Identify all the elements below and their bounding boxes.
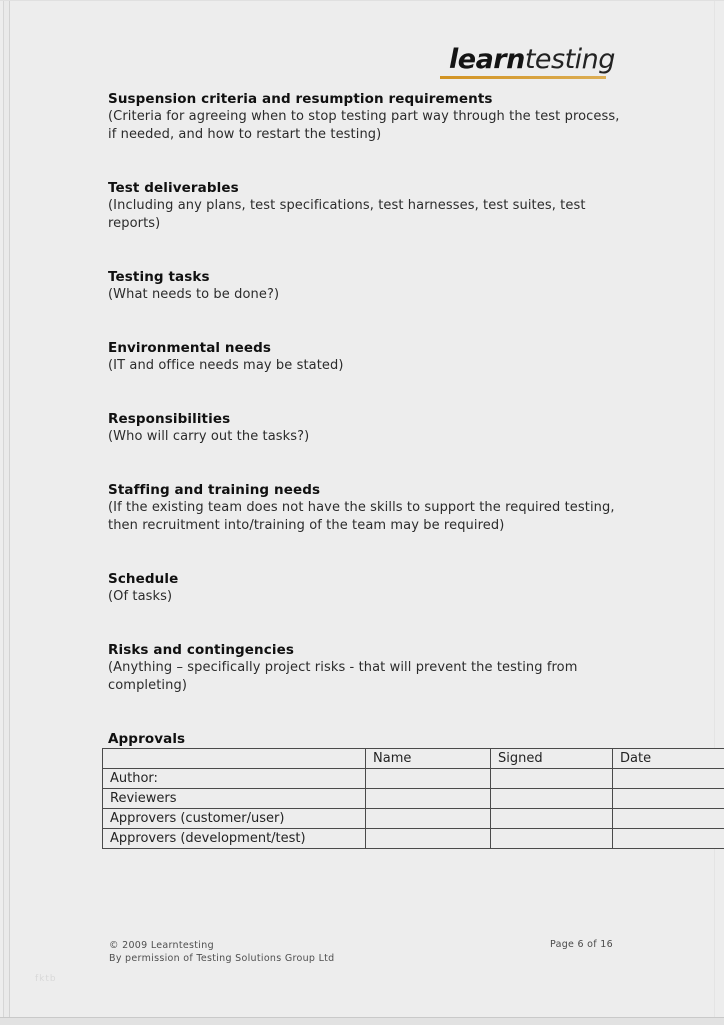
section-description: (IT and office needs may be stated) [108, 357, 632, 375]
page-right-edge [714, 1, 715, 1025]
section-schedule [108, 570, 632, 606]
section-description: (Criteria for agreeing when to stop testing part way through the test process, if needed, and how to restart the testing) [108, 108, 632, 144]
table-row-approvers-customer [103, 809, 724, 829]
cell-signed [491, 769, 613, 789]
section-risks-contingencies [108, 641, 632, 695]
permission-line: By permission of Testing Solutions Group Ltd [109, 952, 335, 965]
table-row-approvers-development [103, 829, 724, 849]
section-title: Environmental needs [108, 339, 632, 357]
logo-text-regular: testing [525, 44, 615, 75]
section-description: (Of tasks) [108, 588, 632, 606]
logo-text-bold: learn [449, 44, 525, 75]
approvals-table [102, 748, 724, 849]
logo-mark-icon [439, 45, 446, 72]
cell-signed [491, 829, 613, 849]
section-responsibilities [108, 410, 632, 446]
section-test-deliverables [108, 179, 632, 233]
table-row-author [103, 769, 724, 789]
cell-date [613, 829, 724, 849]
row-label: Approvers (customer/user) [103, 809, 366, 829]
document-content [108, 90, 632, 849]
section-description: (Anything – specifically project risks - that will prevent the testing from completing) [108, 659, 632, 695]
section-title: Test deliverables [108, 179, 632, 197]
section-description: (Who will carry out the tasks?) [108, 428, 632, 446]
section-environmental-needs [108, 339, 632, 375]
table-header-row [103, 749, 724, 769]
section-staffing-training [108, 481, 632, 535]
cell-name [366, 829, 491, 849]
logo-text [449, 45, 615, 74]
section-title: Schedule [108, 570, 632, 588]
cell-signed [491, 809, 613, 829]
section-description: (If the existing team does not have the skills to support the required testing, then recruitment into/training of the team may be required) [108, 499, 632, 535]
header-cell-name: Name [366, 749, 491, 769]
header-cell-blank [103, 749, 366, 769]
section-title: Approvals [108, 730, 632, 748]
section-approvals [108, 730, 632, 849]
header-cell-signed: Signed [491, 749, 613, 769]
cell-date [613, 769, 724, 789]
cell-date [613, 789, 724, 809]
section-title: Risks and contingencies [108, 641, 632, 659]
copyright-line: © 2009 Learntesting [109, 939, 335, 952]
section-description: (Including any plans, test specifications, test harnesses, test suites, test reports) [108, 197, 632, 233]
footer-copyright-block [109, 939, 335, 965]
section-title: Testing tasks [108, 268, 632, 286]
page-left-edge [3, 1, 10, 1025]
watermark-text: fktb [35, 974, 57, 984]
section-testing-tasks [108, 268, 632, 304]
cell-name [366, 789, 491, 809]
row-label: Approvers (development/test) [103, 829, 366, 849]
cell-signed [491, 789, 613, 809]
header-cell-date: Date [613, 749, 724, 769]
learntesting-logo [438, 45, 608, 79]
logo-underline [440, 76, 606, 79]
row-label: Reviewers [103, 789, 366, 809]
cell-name [366, 809, 491, 829]
page-number: Page 6 of 16 [550, 939, 613, 950]
cell-date [613, 809, 724, 829]
cell-name [366, 769, 491, 789]
section-suspension-criteria [108, 90, 632, 144]
row-label: Author: [103, 769, 366, 789]
section-description: (What needs to be done?) [108, 286, 632, 304]
section-title: Suspension criteria and resumption requirements [108, 90, 632, 108]
section-title: Staffing and training needs [108, 481, 632, 499]
table-row-reviewers [103, 789, 724, 809]
section-title: Responsibilities [108, 410, 632, 428]
